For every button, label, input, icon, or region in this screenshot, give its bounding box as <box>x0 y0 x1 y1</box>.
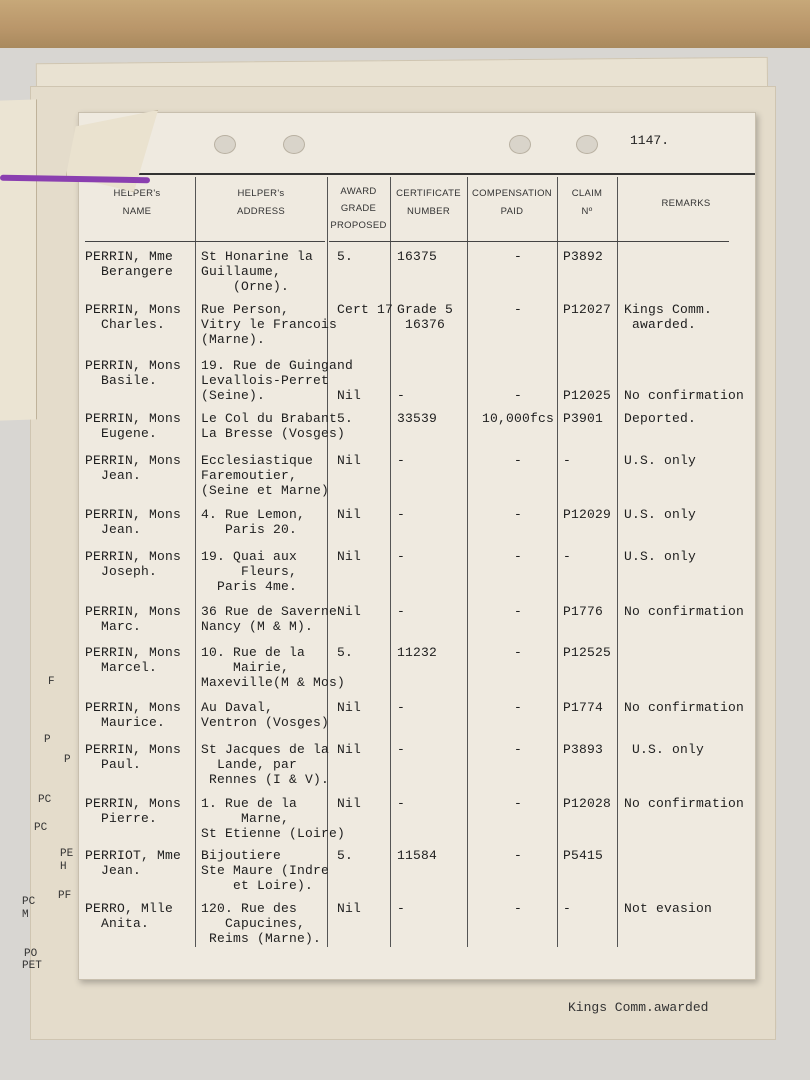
cell-claim: - <box>563 453 572 468</box>
cell-name: PERRIN, Mons Paul. <box>85 742 182 772</box>
cell-remarks: U.S. only <box>624 742 705 757</box>
cell-cert: Grade 5 16376 <box>397 302 454 332</box>
cell-remarks: U.S. only <box>624 453 697 468</box>
cell-award: Nil <box>337 901 362 916</box>
cell-claim: P3893 <box>563 742 604 757</box>
cell-claim: P1774 <box>563 700 604 715</box>
margin-fragment: PO <box>24 948 38 960</box>
cell-address: 10. Rue de la Mairie, Maxeville(M & Mos) <box>201 645 346 690</box>
cell-remarks: U.S. only <box>624 507 697 522</box>
cell-remarks: Kings Comm. awarded. <box>624 302 713 332</box>
margin-fragment: PC <box>34 822 48 834</box>
cell-address: 1. Rue de la Marne, St Etienne (Loire) <box>201 796 346 841</box>
margin-fragment: PC M <box>22 896 36 921</box>
margin-fragment: PF <box>58 890 72 902</box>
header-rule <box>79 173 755 175</box>
cell-cert: - <box>397 796 406 811</box>
cell-name: PERRIN, Mons Marc. <box>85 604 182 634</box>
cell-comp: - <box>513 507 522 522</box>
cell-comp: - <box>513 604 522 619</box>
cell-address: Rue Person, Vitry le Francois (Marne). <box>201 302 338 347</box>
header-underline <box>329 241 729 242</box>
cell-address: St Jacques de la Lande, par Rennes (I & V). <box>201 742 330 787</box>
cell-comp: - <box>513 645 522 660</box>
cell-name: PERRIN, Mons Basile. <box>85 358 182 388</box>
header-underline <box>85 241 325 242</box>
cell-comp: 10,000fcs <box>481 411 554 426</box>
cell-cert: 11584 <box>397 848 438 863</box>
cell-cert: - <box>397 507 406 522</box>
cell-remarks: No confirmation <box>624 700 745 715</box>
cell-cert: 11232 <box>397 645 438 660</box>
cell-award: Nil <box>337 388 362 403</box>
header-helper-address: HELPER's ADDRESS <box>236 188 286 217</box>
cell-address: Au Daval, Ventron (Vosges) <box>201 700 330 730</box>
cell-award: 5. <box>337 249 354 264</box>
cell-address: St Honarine la Guillaume, (Orne). <box>201 249 314 294</box>
cell-remarks: Not evasion <box>624 901 713 916</box>
column-divider <box>467 177 468 947</box>
margin-fragment: PC <box>38 794 52 806</box>
cell-name: PERRIN, Mons Maurice. <box>85 700 182 730</box>
cell-address: 19. Rue de Guingand Levallois-Perret (Seine). <box>201 358 354 403</box>
cell-remarks: U.S. only <box>624 549 697 564</box>
cell-address: 36 Rue de Saverne Nancy (M & M). <box>201 604 338 634</box>
cell-cert: - <box>397 388 406 403</box>
cell-claim: - <box>563 549 572 564</box>
cell-claim: P3901 <box>563 411 604 426</box>
cell-claim: - <box>563 901 572 916</box>
cell-comp: - <box>513 549 522 564</box>
cell-claim: P5415 <box>563 848 604 863</box>
cell-name: PERRIN, Mons Marcel. <box>85 645 182 675</box>
cell-claim: P1776 <box>563 604 604 619</box>
header-award-grade: AWARD GRADE PROPOSED <box>330 186 387 231</box>
cell-comp: - <box>513 848 522 863</box>
cell-comp: - <box>513 388 522 403</box>
cell-claim: P12025 <box>563 388 612 403</box>
header-claim-number: CLAIM Nº <box>571 188 603 217</box>
cell-address: 19. Quai aux Fleurs, Paris 4me. <box>201 549 298 594</box>
cell-comp: - <box>513 453 522 468</box>
header-certificate-number: CERTIFICATE NUMBER <box>396 188 461 217</box>
cell-name: PERRIN, Mons Jean. <box>85 453 182 483</box>
cell-award: 5. <box>337 411 354 426</box>
cell-award: 5. <box>337 848 354 863</box>
column-divider <box>390 177 391 947</box>
wooden-table-edge <box>0 0 810 48</box>
cell-claim: P12525 <box>563 645 612 660</box>
cell-cert: - <box>397 700 406 715</box>
cell-remarks: No confirmation <box>624 604 745 619</box>
cell-address: Ecclesiastique Faremoutier, (Seine et Marne) <box>201 453 330 498</box>
cell-comp: - <box>513 901 522 916</box>
cell-cert: - <box>397 901 406 916</box>
cell-award: Cert 17 <box>337 302 394 317</box>
cell-award: Nil <box>337 604 362 619</box>
cell-award: Nil <box>337 796 362 811</box>
cell-award: 5. <box>337 645 354 660</box>
cell-name: PERRIOT, Mme Jean. <box>85 848 182 878</box>
punch-hole <box>576 135 598 154</box>
header-compensation-paid: COMPENSATION PAID <box>472 188 552 217</box>
cell-remarks: No confirmation <box>624 796 745 811</box>
cell-cert: - <box>397 549 406 564</box>
cell-remarks: No confirmation <box>624 388 745 403</box>
cell-award: Nil <box>337 742 362 757</box>
cell-address: 4. Rue Lemon, Paris 20. <box>201 507 306 537</box>
cell-comp: - <box>513 742 522 757</box>
margin-fragment: PET <box>22 960 42 972</box>
header-helper-name: HELPER's NAME <box>113 188 161 217</box>
margin-fragment: P <box>44 734 51 746</box>
cell-name: PERRIN, Mons Joseph. <box>85 549 182 579</box>
cell-remarks: Deported. <box>624 411 697 426</box>
cell-cert: - <box>397 453 406 468</box>
cell-award: Nil <box>337 700 362 715</box>
cell-name: PERRIN, Mons Pierre. <box>85 796 182 826</box>
cell-cert: - <box>397 604 406 619</box>
punch-hole <box>214 135 236 154</box>
cell-name: PERRIN, Mons Eugene. <box>85 411 182 441</box>
page-number: 1147. <box>630 133 670 148</box>
cell-claim: P12029 <box>563 507 612 522</box>
punch-hole <box>283 135 305 154</box>
cell-claim: P12027 <box>563 302 612 317</box>
cell-award: Nil <box>337 549 362 564</box>
cell-claim: P12028 <box>563 796 612 811</box>
column-divider <box>557 177 558 947</box>
cell-comp: - <box>513 700 522 715</box>
margin-fragment: F <box>48 676 55 688</box>
cell-name: PERRIN, Mons Jean. <box>85 507 182 537</box>
cell-comp: - <box>513 302 522 317</box>
cell-address: 120. Rue des Capucines, Reims (Marne). <box>201 901 322 946</box>
adjacent-page-edge <box>0 99 37 420</box>
column-divider <box>617 177 618 947</box>
margin-fragment: P <box>64 754 71 766</box>
cell-name: PERRIN, Mme Berangere <box>85 249 174 279</box>
column-divider <box>195 177 196 947</box>
cell-address: Bijoutiere Ste Maure (Indre et Loire). <box>201 848 330 893</box>
cell-comp: - <box>513 796 522 811</box>
cell-award: Nil <box>337 507 362 522</box>
cell-cert: - <box>397 742 406 757</box>
punch-hole <box>509 135 531 154</box>
cell-name: PERRIN, Mons Charles. <box>85 302 182 332</box>
cell-cert: 33539 <box>397 411 438 426</box>
cell-award: Nil <box>337 453 362 468</box>
cell-address: Le Col du Brabant La Bresse (Vosges) <box>201 411 346 441</box>
underlying-page-text: Kings Comm.awarded <box>568 1000 709 1015</box>
cell-comp: - <box>513 249 522 264</box>
cell-name: PERRO, Mlle Anita. <box>85 901 174 931</box>
header-remarks: REMARKS <box>661 198 711 209</box>
document-page <box>78 112 756 980</box>
margin-fragment: PE H <box>60 848 74 873</box>
cell-cert: 16375 <box>397 249 438 264</box>
cell-claim: P3892 <box>563 249 604 264</box>
